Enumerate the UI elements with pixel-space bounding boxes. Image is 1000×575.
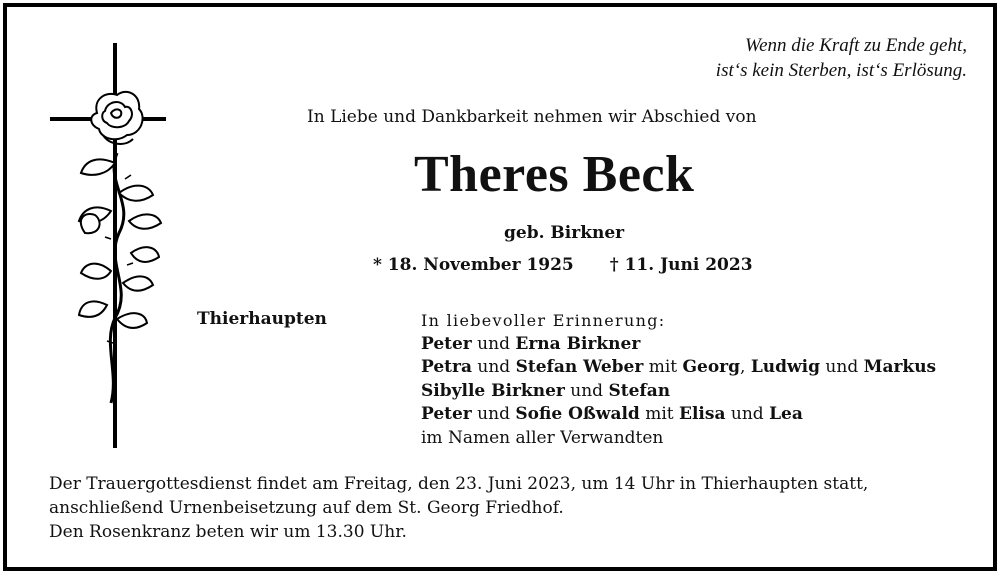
mourner-name: Petra [421,357,472,377]
mourner-name: Peter [421,333,472,354]
mourner-name: Erna Birkner [515,333,641,354]
mourners-heading: In liebevoller Erinnerung: [421,311,666,330]
mourner-connector: und [820,357,864,377]
mourner-name: Ludwig [750,357,821,377]
mourner-name: Lea [769,404,803,424]
obituary-notice [3,3,997,571]
mourners-list [421,309,936,450]
mourner-name: Sibylle Birkner [421,380,565,401]
epigraph-quote [716,33,967,83]
mourner-name: Sofie Oßwald [515,404,640,424]
mourner-connector: mit [643,357,683,377]
maiden-name: geb. Birkner [504,223,625,243]
service-line-3: Den Rosenkranz beten wir um 13.30 Uhr. [49,522,407,542]
death-date: † 11. Juni 2023 [609,255,753,275]
mourner-line [421,403,936,427]
birth-date: * 18. November 1925 [373,255,574,275]
mourner-name: Stefan [608,380,671,401]
quote-line-2: ist‘s kein Sterben, ist‘s Erlösung. [715,60,967,81]
mourner-name: Elisa [679,404,726,424]
mourner-line [421,356,936,380]
service-info [49,472,868,544]
mourner-connector: , [740,357,751,377]
mourner-connector: mit [639,404,680,424]
cross-with-rose-icon [45,43,169,448]
mourner-connector: und [471,333,516,354]
mourner-connector: und [471,357,516,377]
service-line-2: anschließend Urnenbeisetzung auf dem St. Georg Friedhof. [49,498,564,518]
life-dates [373,255,753,275]
mourner-line [421,380,936,404]
service-line-1: Der Trauergottesdienst findet am Freitag, den 23. Juni 2023, um 14 Uhr in Thierhaupten statt, [49,474,869,494]
mourner-line [421,333,936,357]
mourner-name: Peter [421,404,472,424]
deceased-name: Theres Beck [414,146,695,203]
mourner-name: Markus [863,357,937,377]
mourner-connector: und [564,380,609,401]
mourner-connector: im Namen aller Verwandten [421,427,664,448]
mourner-name: Georg [682,357,741,377]
mourner-connector: und [725,404,770,424]
place-name: Thierhaupten [197,309,327,329]
mourner-lines [421,333,936,451]
intro-text: In Liebe und Dankbarkeit nehmen wir Abschied von [307,107,757,127]
mourner-name: Stefan Weber [515,357,644,377]
quote-line-1: Wenn die Kraft zu Ende geht, [745,35,967,56]
mourner-connector: und [471,404,516,424]
mourner-line [421,427,936,451]
